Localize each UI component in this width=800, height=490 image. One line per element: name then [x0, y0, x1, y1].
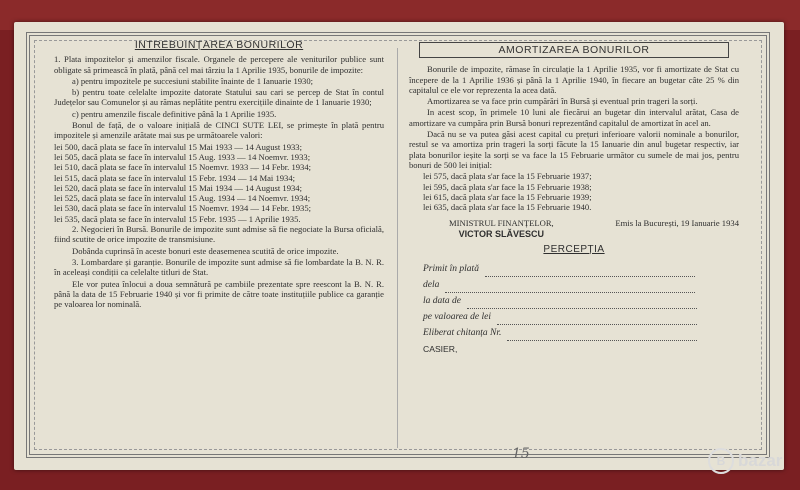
paragraph: Bonurile de impozite, rămase în circulație la 1 Aprilie 1935, vor fi amortizate de Stat cu începere de la 1 Aprilie 1936 și până la 1 Aprilie 1940, în fiecare an bugetar câte 25 % din capitalul ce ele vor reprezenta la acea dată.: [409, 64, 739, 95]
left-column: [54, 40, 384, 310]
amortization-list: [409, 171, 739, 212]
paragraph: In acest scop, în primele 10 luni ale fiecărui an bugetar din intervalul arătat, Casa de amortizare va cumpăra prin Bursă bonuri reprezentând capitalul de amortizat în acel an.: [409, 107, 739, 128]
value-line: lei 635, dacă plata s'ar face la 15 Februarie 1940.: [423, 202, 592, 213]
signature-row: [409, 218, 739, 239]
field-primit: Primit în plată: [409, 261, 739, 277]
value-line: lei 535, dacă plata se face în intervalul 15 Febr. 1935 — 1 Aprilie 1935.: [54, 213, 301, 224]
paragraph: Dacă nu se va putea găsi acest capital cu prețuri inferioare valorii nominale a bonurilor, restul se va amortiza prin trageri la sorți făcute la 15 Ianuarie din anul bugetar respectiv, iar plata bonurilor ieșite la sorți se va face la 15 Februarie următor cu sumele de mai jos, pentru bonuri de 500 lei inițial:: [409, 129, 739, 170]
column-divider: [397, 48, 398, 448]
field-data: la data de: [409, 293, 739, 309]
value-line: lei 520, dacă plata se face în intervalul 15 Mai 1934 — 14 August 1934;: [54, 182, 302, 193]
paragraph: Ele vor putea înlocui a doua semnătură pe cambiile prezentate spre reescont la B. N. R. până la data de 15 Februarie 1940 și vor fi primite de către toate instituțiile publice ca garanție pe valoarea lor nominală.: [54, 278, 384, 310]
value-list: [54, 142, 384, 224]
paragraph: Dobânda cuprinsă în aceste bonuri este deasemenea scutită de orice impozite.: [72, 245, 339, 256]
field-chitanta: Eliberat chitanța Nr.: [409, 325, 739, 341]
minister-label: MINISTRUL FINANȚELOR,: [449, 218, 554, 229]
value-line: lei 595, dacă plata s'ar face la 15 Februarie 1938;: [423, 181, 592, 192]
left-title: INTREBUINȚAREA BONURILOR: [134, 39, 304, 51]
right-title: AMORTIZAREA BONURILOR: [419, 42, 729, 58]
casier-label: CASIER,: [423, 344, 458, 355]
field-dela: dela: [409, 277, 739, 293]
value-line: lei 510, dacă plata se face în intervalul 15 Noemvr. 1933 — 14 Febr. 1934;: [54, 162, 312, 173]
issue-date: Emis la București, 19 Ianuarie 1934: [615, 218, 739, 229]
paragraph: a) pentru impozitele pe succesiuni stabilite înainte de 1 Ianuarie 1930;: [72, 75, 314, 86]
value-line: lei 530, dacă plata se face în intervalul 15 Noemvr. 1934 — 14 Febr. 1935;: [54, 203, 312, 214]
logo-text: bazar: [738, 451, 783, 470]
field-valoare: pe valoarea de lei: [409, 309, 739, 325]
logo-mark-icon: B: [708, 448, 734, 474]
value-line: lei 525, dacă plata se face în intervalul 15 Aug. 1934 — 14 Noemvr. 1934;: [54, 193, 311, 204]
paragraph: Amortizarea se va face prin cumpărări în Bursă și eventual prin trageri la sorți.: [427, 96, 698, 107]
paragraph: b) pentru toate celelalte impozite datorate Statului sau cari se percep de Stat în contul Județelor sau Comunelor și au rămas neplătite pentru exercițiile dinainte de 1 Ianuarie 1930;: [54, 87, 384, 108]
watermark-logo: [708, 448, 782, 474]
value-line: lei 575, dacă plata s'ar face la 15 Februarie 1937;: [423, 171, 592, 182]
paragraph: 3. Lombardare și garanție. Bonurile de impozite sunt admise să fie lombardate la B. N. R. în aceleași condiții ca celelalte titluri de Stat.: [54, 256, 384, 278]
paragraph: 1. Plata impozitelor și amenzilor fiscale. Organele de percepere ale veniturilor publice sunt obligate să primească în plată, până cel mai târziu la 1 Aprilie 1935, bonurile de impozite:: [54, 54, 384, 75]
value-line: lei 515, dacă plata se face în intervalul 15 Febr. 1934 — 14 Mai 1934;: [54, 172, 296, 183]
value-line: lei 505, dacă plata se face în intervalul 15 Aug. 1933 — 14 Noemvr. 1933;: [54, 151, 311, 162]
perceptia-title: PERCEPȚIA: [543, 244, 605, 256]
minister-name: VICTOR SLĂVESCU: [458, 228, 545, 239]
value-line: lei 615, dacă plata s'ar face la 15 Februarie 1939;: [423, 191, 592, 202]
handwritten-number: 15: [512, 446, 530, 462]
value-line: lei 500, dacă plata se face în intervalul 15 Mai 1933 — 14 August 1933;: [54, 141, 302, 152]
paragraph: c) pentru amenzile fiscale definitive până la 1 Aprilie 1935.: [72, 108, 277, 119]
document-paper: [14, 22, 784, 470]
right-column: [409, 40, 739, 357]
paragraph: 2. Negocieri în Bursă. Bonurile de impozite sunt admise să fie negociate la Bursa oficială, fiind scutite de orice impozite de transmisiune.: [54, 224, 384, 245]
paragraph: Bonul de față, de o valoare inițială de CINCI SUTE LEI, se primește în plată pentru impozitele și amenzile arătate mai sus pe următoarele valori:: [54, 120, 384, 141]
